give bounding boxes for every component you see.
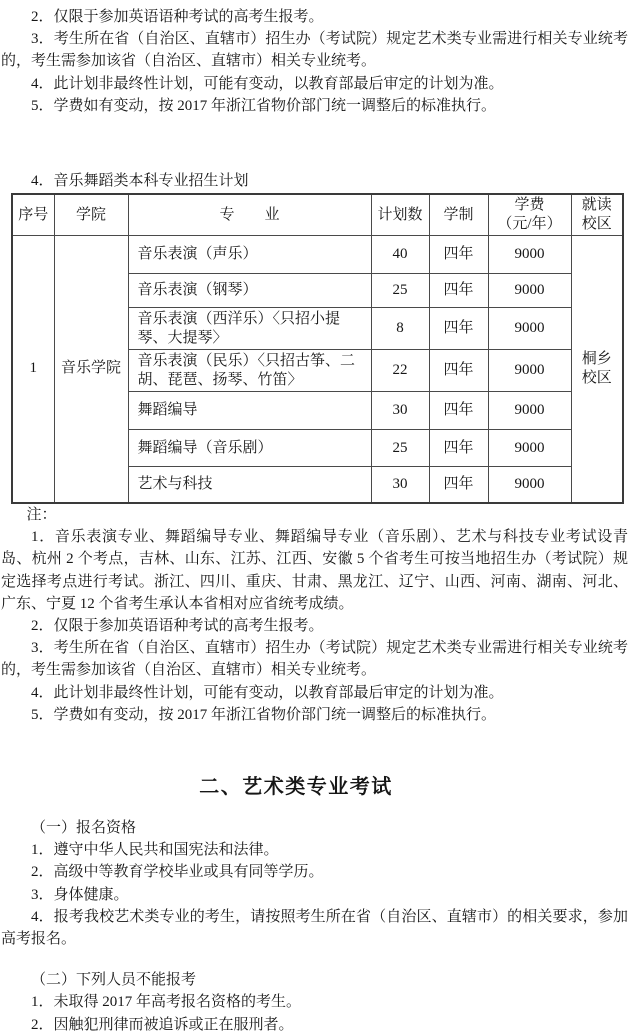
plan-cell: 25 — [371, 430, 429, 467]
duration-cell: 四年 — [429, 430, 488, 467]
header-tuition-line1: 学费 — [514, 197, 545, 213]
duration-cell: 四年 — [429, 236, 488, 274]
table-note: 5．学费如有变动，按 2017 年浙江省物价部门统一调整后的标准执行。 — [31, 706, 497, 723]
exclusion-item: 1．未取得 2017 年高考报名资格的考生。 — [31, 994, 302, 1011]
duration-cell: 四年 — [429, 274, 488, 308]
plan-section-title: 4．音乐舞蹈类本科专业招生计划 — [31, 173, 249, 189]
header-campus-line2: 校区 — [581, 216, 612, 232]
seq-cell: 1 — [12, 236, 54, 503]
tuition-cell: 9000 — [488, 392, 571, 430]
major-cell: 音乐表演（钢琴） — [128, 274, 371, 308]
table-header-row — [12, 194, 623, 236]
tuition-cell: 9000 — [488, 430, 571, 467]
table-note: 3．考生所在省（自治区、直辖市）招生办（考试院）规定艺术类专业需进行相关专业统考的，考生需参加该省（自治区、直辖市）相关专业统考。 — [1, 640, 628, 679]
major-cell: 舞蹈编导 — [128, 392, 371, 430]
major-cell: 音乐表演（西洋乐）〈只招小提琴、大提琴〉 — [128, 308, 371, 350]
tuition-cell: 9000 — [488, 236, 571, 274]
subsection-title: （二）下列人员不能报考 — [31, 972, 197, 989]
intro-notes — [1, 6, 628, 117]
exclusion-item: 2．因触犯刑律而被追诉或正在服刑者。 — [31, 1016, 294, 1033]
subsection-title: （一）报名资格 — [31, 820, 137, 836]
exam-section-body — [1, 817, 628, 1035]
plan-cell: 30 — [371, 392, 429, 430]
header-tuition-line2: （元/年） — [497, 216, 562, 232]
header-plan: 计划数 — [371, 194, 429, 236]
tuition-cell: 9000 — [488, 274, 571, 308]
header-duration: 学制 — [429, 194, 488, 236]
campus-line2: 校区 — [581, 369, 612, 386]
duration-cell: 四年 — [429, 308, 488, 350]
table-row — [12, 236, 623, 274]
header-campus-line1: 就读 — [581, 197, 612, 213]
major-cell: 音乐表演（民乐）〈只招古筝、二胡、琵琶、扬琴、竹笛〉 — [128, 350, 371, 392]
header-seq: 序号 — [12, 194, 54, 236]
intro-note: 5．学费如有变动，按 2017 年浙江省物价部门统一调整后的标准执行。 — [31, 97, 497, 114]
qualification-item: 4．报考我校艺术类专业的考生，请按照考生所在省（自治区、直辖市）的相关要求，参加高考报名。 — [1, 908, 628, 948]
qualification-item: 3．身体健康。 — [31, 886, 129, 903]
plan-cell: 8 — [371, 308, 429, 350]
plan-cell: 25 — [371, 274, 429, 308]
college-cell: 音乐学院 — [54, 236, 128, 503]
qualification-item: 2．高级中等教育学校毕业或具有同等学历。 — [31, 864, 324, 881]
tuition-cell: 9000 — [488, 467, 571, 503]
tuition-cell: 9000 — [488, 308, 571, 350]
table-note: 2．仅限于参加英语语种考试的高考生报考。 — [31, 618, 324, 635]
header-college: 学院 — [54, 194, 128, 236]
header-major: 专 业 — [128, 194, 371, 236]
plan-cell: 40 — [371, 236, 429, 274]
header-campus — [571, 194, 623, 236]
header-tuition — [488, 194, 571, 236]
table-notes — [1, 504, 628, 726]
enrollment-plan-table — [11, 193, 624, 504]
duration-cell: 四年 — [429, 467, 488, 503]
tuition-cell: 9000 — [488, 350, 571, 392]
campus-line1: 桐乡 — [581, 350, 612, 367]
table-note: 1．音乐表演专业、舞蹈编导专业、舞蹈编导专业（音乐剧）、艺术与科技专业考试设青岛、杭州 2 个考点，吉林、山东、江苏、江西、安徽 5 个省考生可按当地招生办（考试院）规定选择考点进行考试。浙江、四川、重庆、甘肃、黑龙江、辽宁、山西、河南、湖南、河北、广东、宁夏 12 个省考生承认本省相对应省统考成绩。 — [1, 529, 628, 612]
notes-label: 注： — [26, 507, 57, 523]
major-cell: 音乐表演（声乐） — [128, 236, 371, 274]
intro-note: 4．此计划非最终性计划，可能有变动，以教育部最后审定的计划为准。 — [31, 75, 504, 92]
duration-cell: 四年 — [429, 350, 488, 392]
major-cell: 舞蹈编导（音乐剧） — [128, 430, 371, 467]
intro-note: 2．仅限于参加英语语种考试的高考生报考。 — [31, 9, 324, 25]
plan-cell: 22 — [371, 350, 429, 392]
duration-cell: 四年 — [429, 392, 488, 430]
campus-cell — [571, 236, 623, 503]
intro-note: 3．考生所在省（自治区、直辖市）招生办（考试院）规定艺术类专业需进行相关专业统考的，考生需参加该省（自治区、直辖市）相关专业统考。 — [1, 31, 628, 70]
plan-section-title-wrap — [1, 170, 628, 192]
major-cell: 艺术与科技 — [128, 467, 371, 503]
qualification-item: 1．遵守中华人民共和国宪法和法律。 — [31, 842, 279, 859]
plan-cell: 30 — [371, 467, 429, 503]
table-note: 4．此计划非最终性计划，可能有变动，以教育部最后审定的计划为准。 — [31, 684, 504, 701]
exam-section-heading: 二、艺术类专业考试 — [199, 774, 393, 798]
